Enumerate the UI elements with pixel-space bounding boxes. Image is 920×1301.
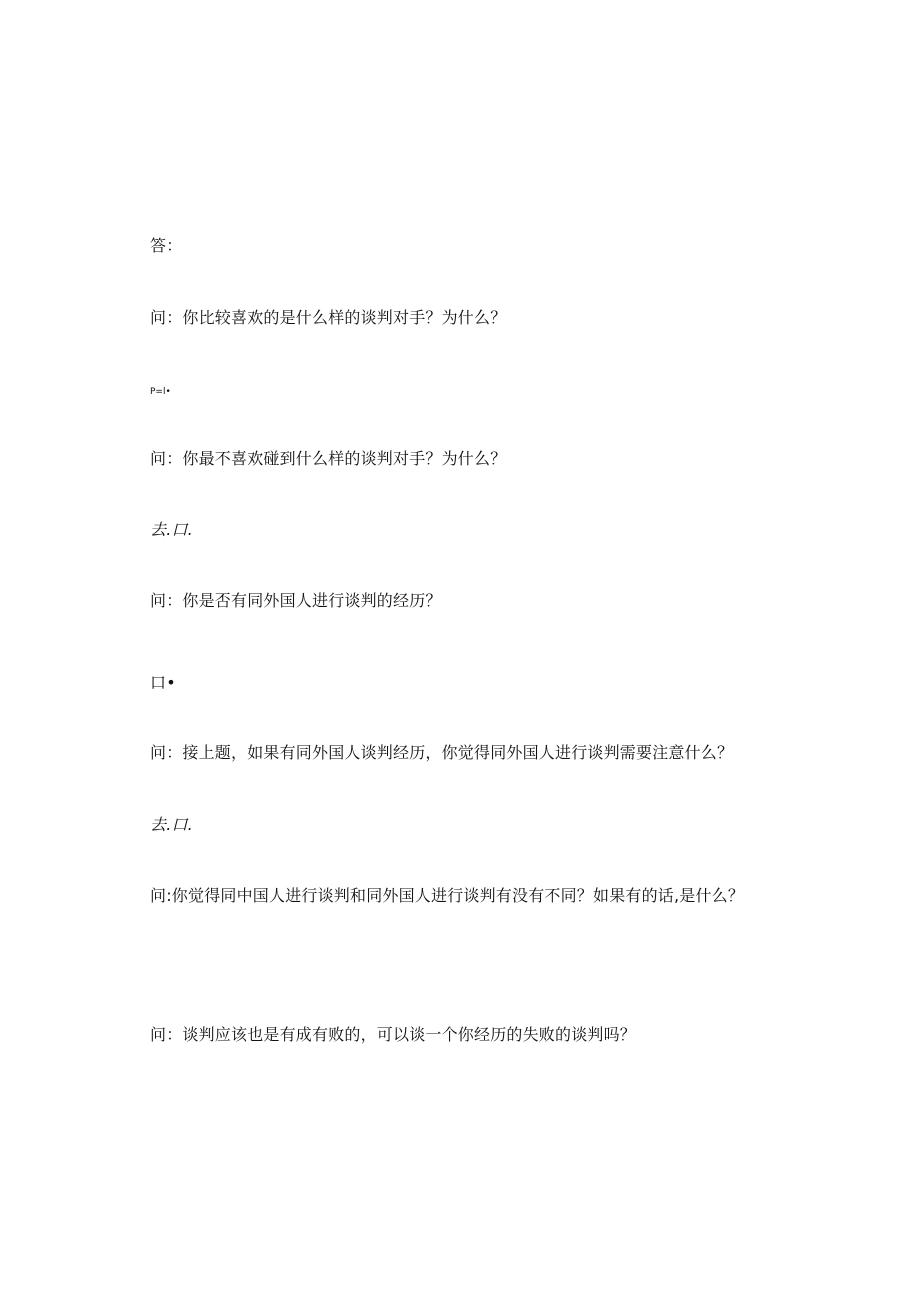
question-line-foreign-considerations: 问：接上题，如果有同外国人谈判经历，你觉得同外国人进行谈判需要注意什么？: [150, 743, 734, 762]
question-line-chinese-vs-foreign: 问:你觉得同中国人进行谈判和同外国人进行谈判有没有不同？如果有的话,是什么？: [150, 886, 745, 905]
answer-fragment-3: 口•: [150, 673, 176, 692]
question-line-disliked-opponent: 问：你最不喜欢碰到什么样的谈判对手？为什么？: [150, 449, 507, 468]
question-line-failed-negotiation: 问：谈判应该也是有成有败的，可以谈一个你经历的失败的谈判吗？: [150, 1025, 637, 1044]
answer-fragment-1: P=l•: [150, 387, 171, 397]
question-line-favorite-opponent: 问：你比较喜欢的是什么样的谈判对手？为什么？: [150, 308, 507, 327]
answer-fragment-2: 去.口.: [150, 520, 193, 539]
question-line-foreign-experience: 问：你是否有同外国人进行谈判的经历？: [150, 591, 442, 610]
answer-line-1: 答：: [150, 236, 183, 255]
answer-fragment-4: 去.口.: [150, 815, 193, 834]
